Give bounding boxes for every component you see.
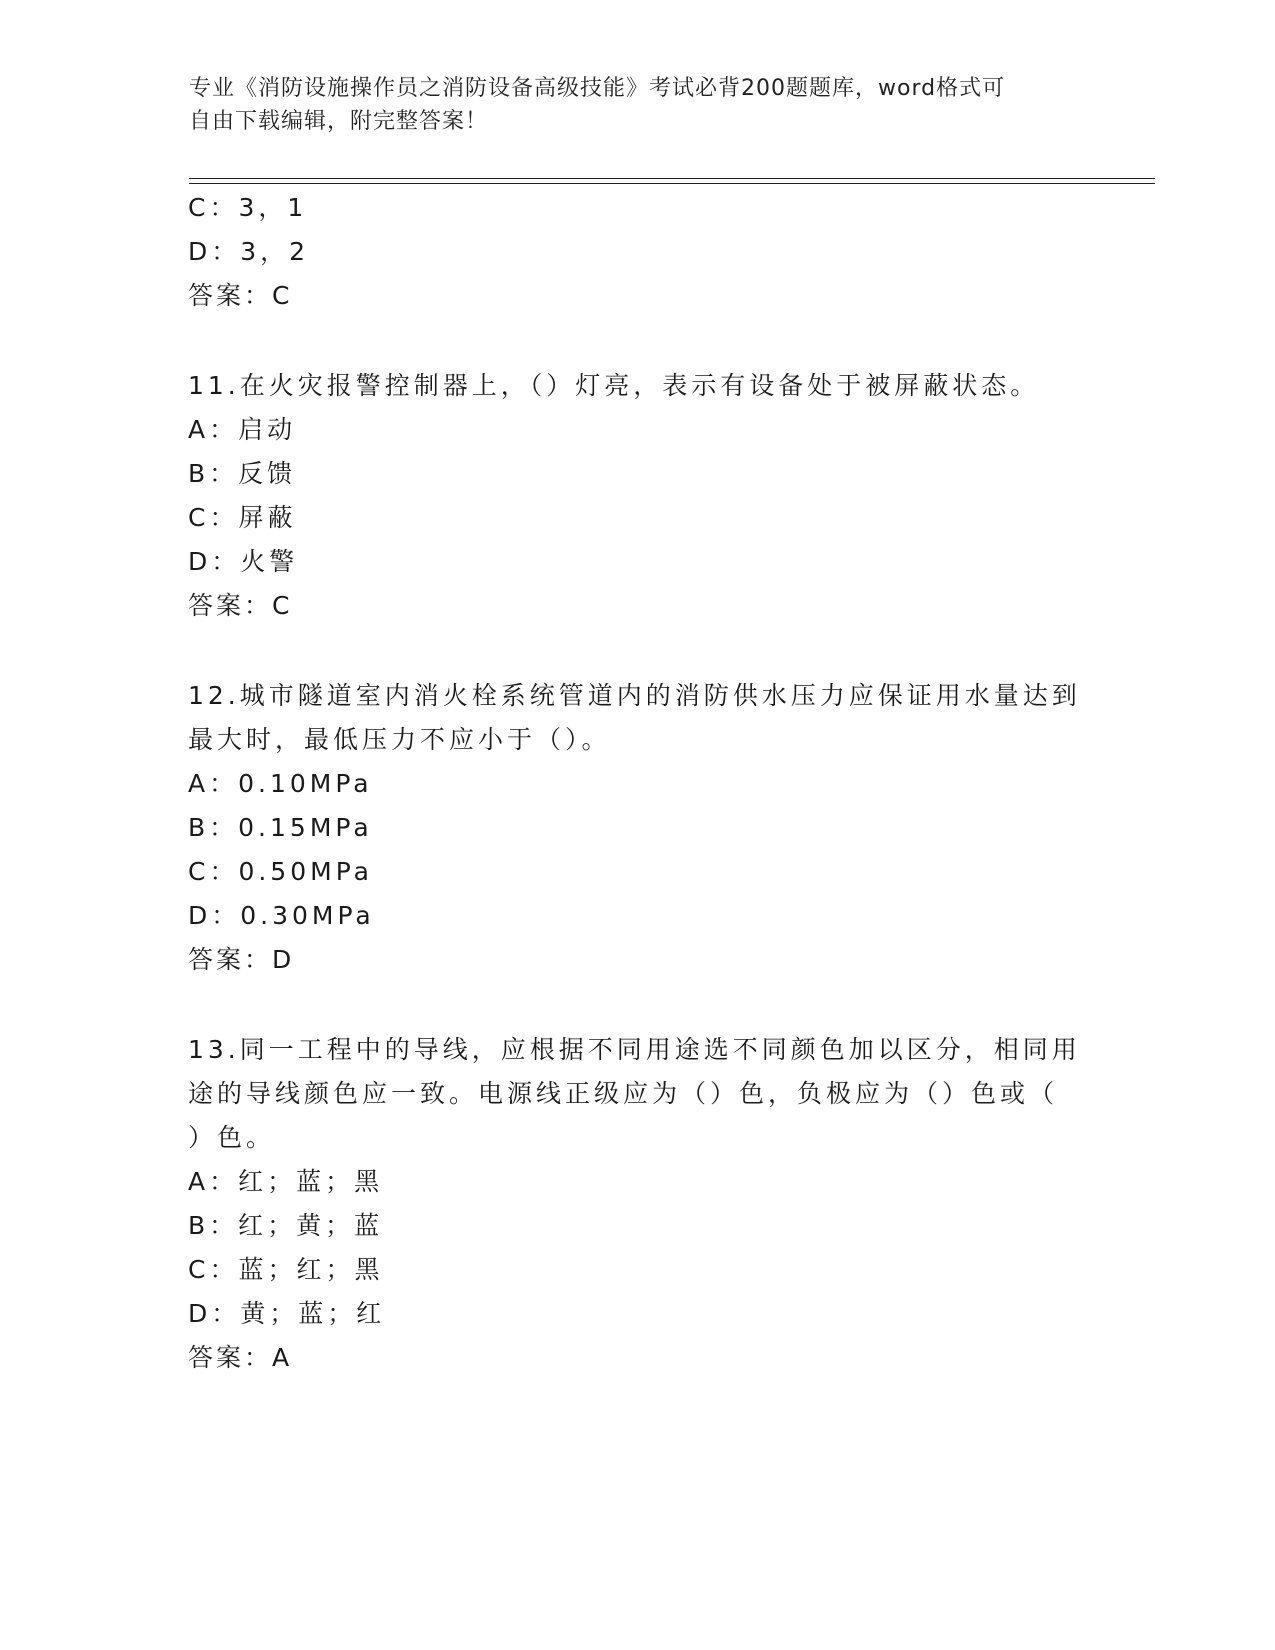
option-d: D：火警 (188, 547, 299, 576)
answer: 答案：C (188, 281, 293, 310)
option-c: C：0.50MPa (188, 857, 373, 886)
option-d: D：黄；蓝；红 (188, 1299, 386, 1328)
question-stem-line-2: 途的导线颜色应一致。电源线正级应为（）色，负极应为（）色或（ (188, 1079, 1059, 1108)
answer: 答案：D (188, 945, 295, 974)
option-d: D：0.30MPa (188, 901, 375, 930)
question-stem-line-2: 最大时，最低压力不应小于（）。 (188, 725, 611, 754)
question-stem-line-1: 12.城市隧道室内消火栓系统管道内的消防供水压力应保证用水量达到 (188, 681, 1081, 710)
option-a: A：启动 (188, 415, 297, 444)
header-line-2: 自由下载编辑，附完整答案！ (189, 109, 489, 134)
header-divider-bottom (189, 183, 1155, 184)
question-stem-line-1: 13.同一工程中的导线，应根据不同用途选不同颜色加以区分，相同用 (188, 1035, 1081, 1064)
option-d: D：3，2 (188, 237, 310, 266)
document-header (189, 72, 1089, 138)
question-stem-line-3: ）色。 (188, 1123, 276, 1152)
header-divider-top (189, 178, 1155, 179)
question-stem: 11.在火灾报警控制器上，（）灯亮，表示有设备处于被屏蔽状态。 (188, 371, 1040, 400)
answer: 答案：A (188, 1343, 293, 1372)
option-c: C：蓝；红；黑 (188, 1255, 384, 1284)
answer: 答案：C (188, 591, 293, 620)
option-a: A：红；蓝；黑 (188, 1167, 384, 1196)
option-b: B：红；黄；蓝 (188, 1211, 384, 1240)
header-line-1: 专业《消防设施操作员之消防设备高级技能》考试必背200题题库，word格式可 (189, 76, 1006, 101)
option-c: C：3，1 (188, 193, 308, 222)
option-b: B：0.15MPa (188, 813, 373, 842)
option-a: A：0.10MPa (188, 769, 373, 798)
option-c: C：屏蔽 (188, 503, 297, 532)
option-b: B：反馈 (188, 459, 297, 488)
